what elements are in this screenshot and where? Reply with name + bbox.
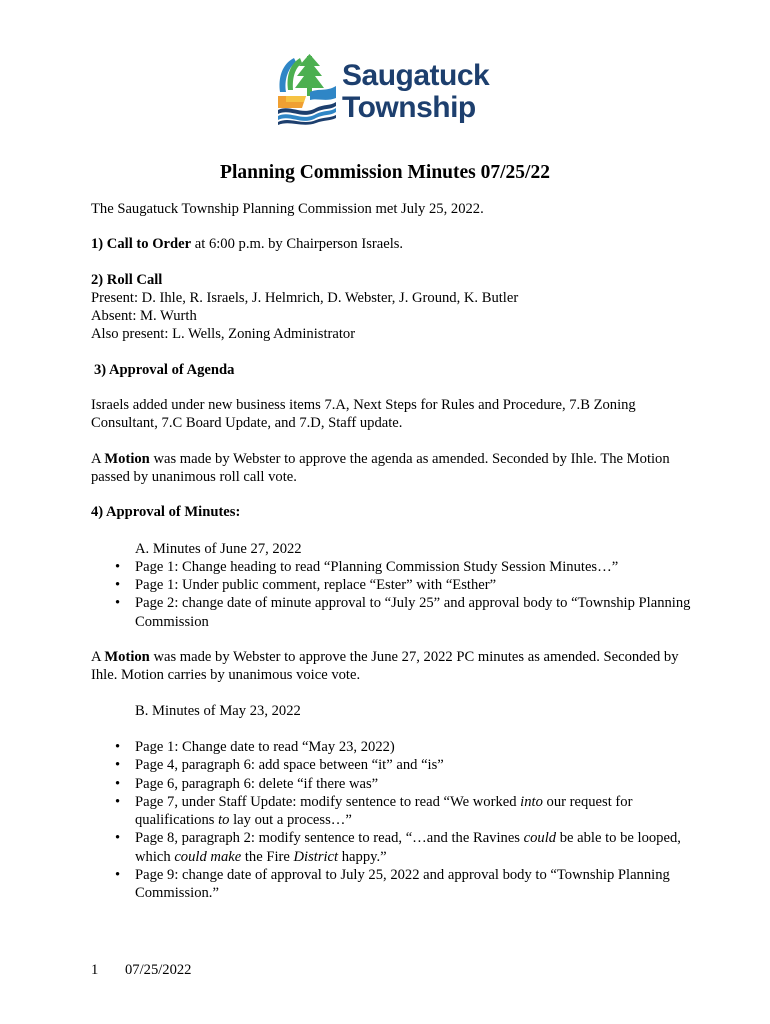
agenda-text: Israels added under new business items 7.A, Next Steps for Rules and Procedure, 7.B Zoning Consultant, 7.C Board Update, and 7.D, Staff update. [91,397,636,432]
logo-wordmark [342,60,489,124]
roll-call-present: Present: D. Ihle, R. Israels, J. Helmrich, D. Webster, J. Ground, K. Butler [91,289,519,306]
italic-text: into [520,793,543,810]
list-item-text: Page 1: Change date to read “May 23, 2022) [135,738,395,755]
call-to-order-heading: 1) Call to Order [91,236,192,253]
list-item-text: Page 2: change date of minute approval to “July 25” and approval body to “Township Planning Commission [135,595,691,630]
italic-text: could make [174,848,242,865]
page-footer [91,962,191,979]
agenda-motion-prefix: A [91,450,105,467]
page-number: 1 [91,962,99,978]
document-title: Planning Commission Minutes 07/25/22 [220,162,550,183]
roll-call-heading: 2) Roll Call [91,271,163,288]
list-item [91,775,691,793]
list-item-text: be able to be looped, which [135,830,681,865]
minutes-b-list [91,738,691,903]
list-item-text: the Fire [241,848,294,865]
list-item [91,738,691,756]
bullet-icon: • [115,830,121,847]
minutes-a-motion-prefix: A [91,649,105,666]
italic-text: District [293,848,339,865]
agenda-heading: 3) Approval of Agenda [94,361,235,378]
call-to-order [91,235,691,253]
logo-line-1: Saugatuck [342,59,490,92]
list-item-text: lay out a process…” [229,812,352,829]
township-logo [276,52,506,132]
list-item [91,558,691,576]
agenda-motion [91,450,691,487]
agenda-motion-word: Motion [104,450,150,467]
bullet-icon: • [115,595,121,612]
bullet-icon: • [115,793,121,810]
minutes-a-label: A. Minutes of June 27, 2022 [135,540,302,557]
bullet-icon: • [115,867,121,884]
list-item [91,576,691,594]
list-item-text: Page 1: Under public comment, replace “Ester” with “Esther” [135,577,497,594]
list-item-text: Page 4, paragraph 6: add space between “it” and “is” [135,757,444,774]
call-to-order-text: at 6:00 p.m. by Chairperson Israels. [191,236,404,253]
list-item [91,756,691,774]
list-item-text: Page 9: change date of approval to July 25, 2022 and approval body to “Township Planning Commission.” [135,867,670,902]
township-emblem-icon [276,52,338,126]
italic-text: to [218,812,230,829]
footer-date: 07/25/2022 [125,962,192,978]
minutes-a-motion-word: Motion [104,649,150,666]
roll-call-also-present: Also present: L. Wells, Zoning Administrator [91,326,356,343]
minutes-a-motion [91,648,691,685]
intro-paragraph: The Saugatuck Township Planning Commission met July 25, 2022. [91,201,484,217]
list-item-text: Page 8, paragraph 2: modify sentence to read, “…and the Ravines [135,830,524,847]
roll-call-absent: Absent: M. Wurth [91,308,197,325]
list-item [91,594,691,631]
list-item [91,793,691,830]
roll-call [91,271,691,344]
italic-text: could [523,830,557,847]
minutes-a-motion-text: was made by Webster to approve the June 27, 2022 PC minutes as amended. Seconded by Ihle. Motion carries by unanimous voice vote. [91,649,679,684]
list-item-text: Page 1: Change heading to read “Planning Commission Study Session Minutes…” [135,558,619,575]
minutes-b-label: B. Minutes of May 23, 2022 [135,702,301,719]
list-item-text: Page 7, under Staff Update: modify sentence to read “We worked [135,793,521,810]
bullet-icon: • [115,757,121,774]
agenda-motion-text: was made by Webster to approve the agenda as amended. Seconded by Ihle. The Motion passed by unanimous roll call vote. [91,450,670,485]
bullet-icon: • [115,775,121,792]
list-item-text: Page 6, paragraph 6: delete “if there was” [135,775,379,792]
list-item [91,829,691,866]
logo-line-2: Township [342,91,476,124]
bullet-icon: • [115,738,121,755]
list-item [91,866,691,903]
bullet-icon: • [115,558,121,575]
list-item-text: our request for qualifications [135,793,633,829]
list-item-text: happy.” [338,848,387,865]
bullet-icon: • [115,577,121,594]
minutes-heading: 4) Approval of Minutes: [91,504,241,521]
minutes-a-list [91,558,691,631]
document-body [91,200,691,920]
